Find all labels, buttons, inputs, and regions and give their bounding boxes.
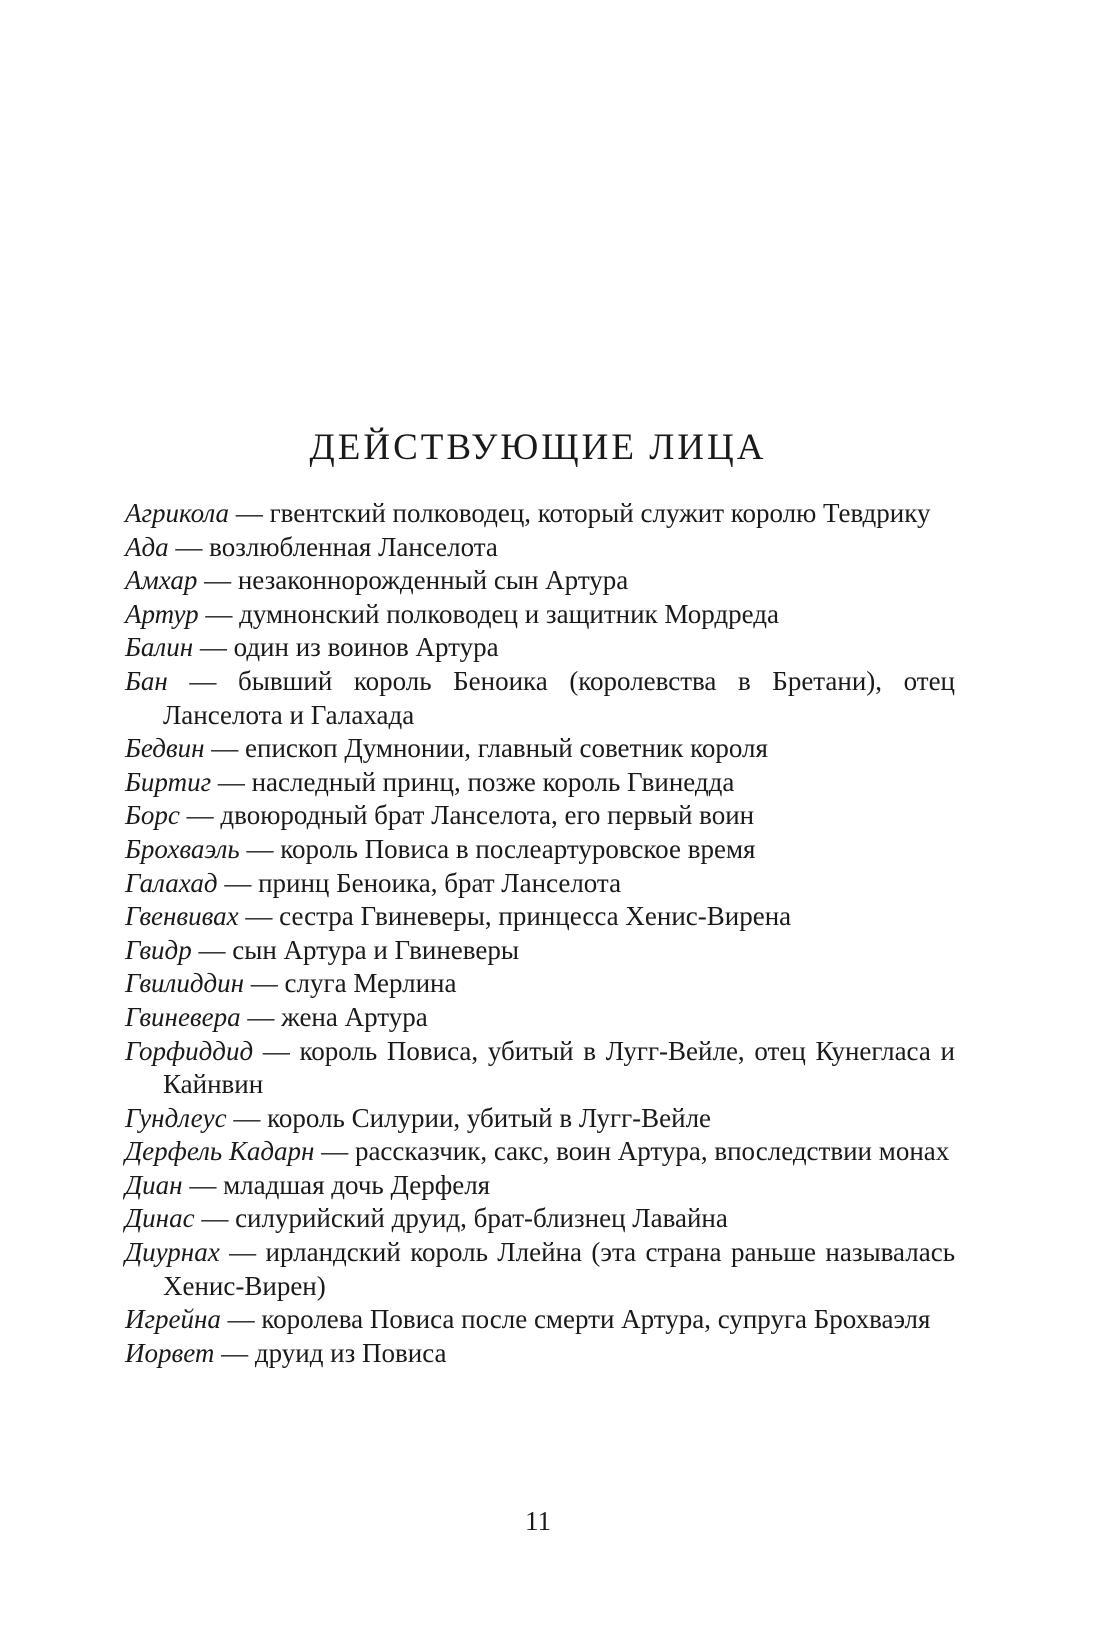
list-item bbox=[125, 497, 955, 531]
character-name: Биртиг bbox=[125, 766, 212, 797]
dash: — bbox=[226, 1102, 268, 1133]
character-name: Бедвин bbox=[125, 733, 205, 764]
dash: — bbox=[244, 968, 285, 999]
dash: — bbox=[211, 766, 252, 797]
character-name: Гундлеус bbox=[125, 1102, 227, 1133]
dash: — bbox=[191, 934, 233, 965]
dash: — bbox=[179, 800, 221, 831]
page-number: 11 bbox=[525, 1506, 551, 1536]
character-name: Борс bbox=[125, 800, 180, 831]
character-description: наследный принц, позже король Гвинедда bbox=[251, 766, 735, 797]
list-item bbox=[125, 1035, 955, 1102]
dash: — bbox=[194, 1203, 236, 1234]
dash: — bbox=[240, 1001, 282, 1032]
list-item bbox=[125, 967, 955, 1001]
dash: — bbox=[182, 1169, 224, 1200]
list-item bbox=[125, 665, 955, 732]
character-name: Артур bbox=[125, 598, 199, 629]
dash: — bbox=[314, 1136, 355, 1167]
character-description: незаконнорожденный сын Артура bbox=[237, 565, 629, 596]
character-list bbox=[125, 497, 955, 1370]
character-description: младшая дочь Дерфеля bbox=[223, 1169, 491, 1200]
list-item bbox=[125, 934, 955, 968]
character-description: сын Артура и Гвиневеры bbox=[232, 934, 519, 965]
character-name: Дерфель Кадарн bbox=[125, 1136, 315, 1167]
list-item bbox=[125, 1202, 955, 1236]
character-name: Галахад bbox=[125, 867, 218, 898]
dash: — bbox=[229, 498, 270, 528]
list-item bbox=[125, 766, 955, 800]
list-item bbox=[125, 1337, 955, 1371]
character-description: принц Беноика, брат Ланселота bbox=[258, 867, 622, 898]
list-item bbox=[125, 1102, 955, 1136]
list-item bbox=[125, 867, 955, 901]
list-item bbox=[125, 833, 955, 867]
character-description: бывший король Беноика (королевства в Бретани), отец Ланселота и Галахада bbox=[163, 665, 956, 730]
character-description: думнонский полководец и защитник Мордреда bbox=[239, 598, 779, 629]
dash: — bbox=[197, 565, 238, 596]
character-description: жена Артура bbox=[281, 1001, 428, 1032]
character-description: силурийский друид, брат-близнец Лавайна bbox=[235, 1203, 728, 1234]
page-title: ДЕЙСТВУЮЩИЕ ЛИЦА bbox=[309, 427, 767, 468]
list-item bbox=[125, 1169, 955, 1203]
list-item bbox=[125, 631, 955, 665]
list-item bbox=[125, 1001, 955, 1035]
character-name: Ада bbox=[125, 531, 169, 562]
list-item bbox=[125, 900, 955, 934]
dash: — bbox=[217, 867, 259, 898]
character-description: один из воинов Артура bbox=[233, 632, 499, 663]
dash: — bbox=[214, 1337, 255, 1368]
list-item bbox=[125, 1236, 955, 1303]
character-name: Бан bbox=[125, 665, 168, 696]
dash: — bbox=[253, 1035, 300, 1066]
character-description: королева Повиса после смерти Артура, супруга Брохваэля bbox=[261, 1304, 931, 1335]
character-name: Горфиддид bbox=[125, 1035, 254, 1066]
list-item bbox=[125, 1135, 955, 1169]
dash: — bbox=[220, 1304, 262, 1335]
dash: — bbox=[238, 901, 280, 932]
character-description: ирландский король Ллейна (эта страна раньше называлась Хенис-Вирен) bbox=[163, 1237, 956, 1301]
character-name: Диурнах bbox=[125, 1237, 220, 1268]
list-item bbox=[125, 598, 955, 632]
character-description: двоюродный брат Ланселота, его первый воин bbox=[220, 800, 755, 831]
dash: — bbox=[167, 665, 238, 696]
character-description: гвентский полководец, который служит королю Тевдрику bbox=[269, 498, 931, 528]
character-name: Динас bbox=[125, 1203, 195, 1234]
character-name: Гвилиддин bbox=[125, 968, 245, 999]
character-description: друид из Повиса bbox=[254, 1337, 447, 1368]
list-item bbox=[125, 531, 955, 565]
character-description: слуга Мерлина bbox=[284, 968, 457, 999]
dash: — bbox=[219, 1237, 266, 1268]
character-name: Брохваэль bbox=[125, 833, 240, 864]
character-description: король Повиса в послеартуровское время bbox=[280, 833, 756, 864]
character-name: Гвиневера bbox=[125, 1001, 241, 1032]
character-name: Гвидр bbox=[125, 934, 192, 965]
character-name: Амхар bbox=[125, 565, 198, 596]
character-description: возлюбленная Ланселота bbox=[209, 531, 498, 562]
character-name: Игрейна bbox=[125, 1304, 221, 1335]
character-name: Гвенвивах bbox=[125, 901, 239, 932]
character-description: король Повиса, убитый в Лугг-Вейле, отец Кунегласа и Кайнвин bbox=[163, 1035, 956, 1100]
dash: — bbox=[204, 733, 246, 764]
character-description: епископ Думнонии, главный советник короля bbox=[245, 733, 768, 764]
character-description: рассказчик, сакс, воин Артура, впоследствии монах bbox=[354, 1136, 950, 1167]
list-item bbox=[125, 732, 955, 766]
character-name: Иорвет bbox=[125, 1337, 215, 1368]
dash: — bbox=[168, 531, 210, 562]
character-name: Балин bbox=[125, 632, 194, 663]
list-item bbox=[125, 799, 955, 833]
character-name: Диан bbox=[125, 1169, 183, 1200]
list-item bbox=[125, 564, 955, 598]
character-description: король Силурии, убитый в Лугг-Вейле bbox=[267, 1102, 712, 1133]
character-description: сестра Гвиневеры, принцесса Хенис-Вирена bbox=[279, 901, 792, 932]
dash: — bbox=[193, 632, 234, 663]
list-item bbox=[125, 1303, 955, 1337]
character-name: Агрикола bbox=[125, 498, 230, 528]
dash: — bbox=[239, 833, 281, 864]
dash: — bbox=[198, 598, 240, 629]
